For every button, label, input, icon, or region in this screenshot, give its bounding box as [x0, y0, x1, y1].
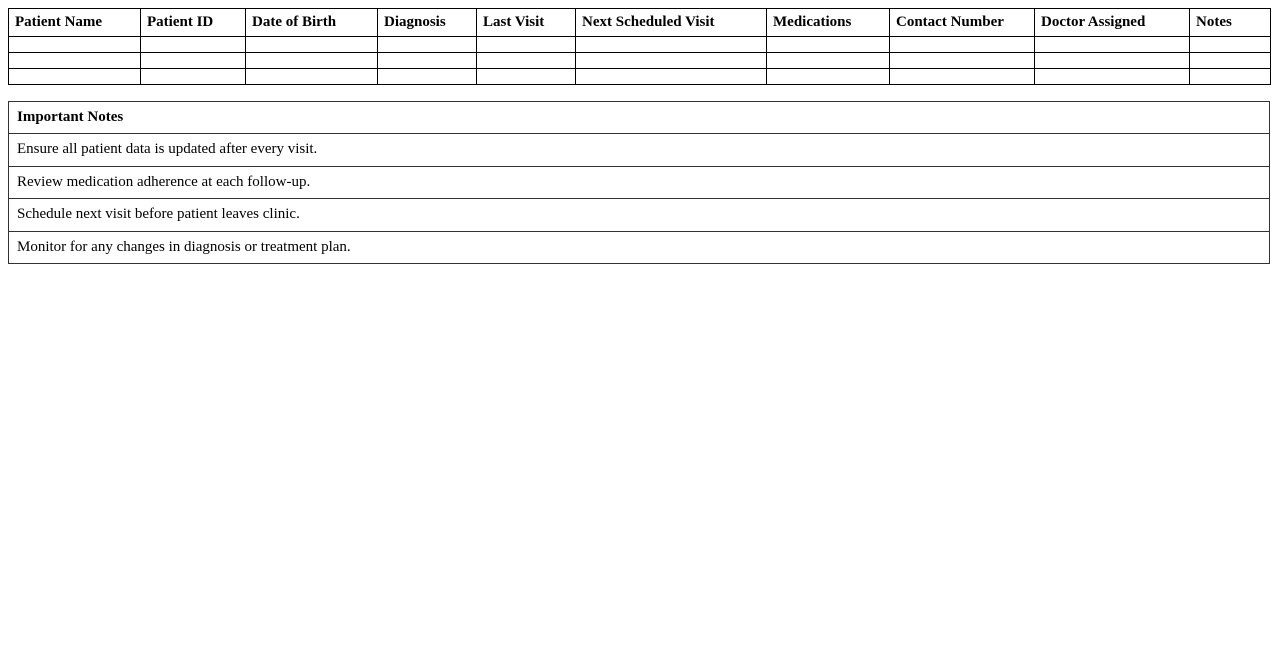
cell-last-visit[interactable] [477, 36, 576, 52]
cell-medications[interactable] [767, 36, 890, 52]
list-item [9, 199, 1270, 232]
list-item [9, 231, 1270, 264]
cell-patient-name[interactable] [9, 52, 141, 68]
cell-diagnosis[interactable] [378, 68, 477, 84]
list-item [9, 166, 1270, 199]
patient-records-table [8, 8, 1271, 85]
column-header-medications: Medications [767, 9, 890, 37]
cell-doctor-assigned[interactable] [1035, 52, 1190, 68]
cell-doctor-assigned[interactable] [1035, 68, 1190, 84]
cell-patient-name[interactable] [9, 68, 141, 84]
cell-diagnosis[interactable] [378, 36, 477, 52]
note-text: Monitor for any changes in diagnosis or treatment plan. [9, 231, 1270, 264]
column-header-date-of-birth: Date of Birth [246, 9, 378, 37]
notes-table-header: Important Notes [9, 101, 1270, 134]
cell-notes[interactable] [1190, 52, 1271, 68]
cell-date-of-birth[interactable] [246, 68, 378, 84]
column-header-diagnosis: Diagnosis [378, 9, 477, 37]
table-row[interactable] [9, 68, 1271, 84]
table-row[interactable] [9, 52, 1271, 68]
column-header-patient-id: Patient ID [141, 9, 246, 37]
cell-date-of-birth[interactable] [246, 52, 378, 68]
note-text: Ensure all patient data is updated after every visit. [9, 134, 1270, 167]
cell-last-visit[interactable] [477, 52, 576, 68]
column-header-patient-name: Patient Name [9, 9, 141, 37]
column-header-contact-number: Contact Number [890, 9, 1035, 37]
cell-patient-id[interactable] [141, 68, 246, 84]
cell-contact-number[interactable] [890, 52, 1035, 68]
cell-diagnosis[interactable] [378, 52, 477, 68]
important-notes-table [8, 101, 1270, 265]
notes-header-row [9, 101, 1270, 134]
document-page [0, 0, 1278, 264]
cell-contact-number[interactable] [890, 68, 1035, 84]
cell-next-scheduled-visit[interactable] [576, 52, 767, 68]
cell-notes[interactable] [1190, 36, 1271, 52]
cell-date-of-birth[interactable] [246, 36, 378, 52]
column-header-doctor-assigned: Doctor Assigned [1035, 9, 1190, 37]
cell-last-visit[interactable] [477, 68, 576, 84]
cell-medications[interactable] [767, 68, 890, 84]
cell-next-scheduled-visit[interactable] [576, 68, 767, 84]
list-item [9, 134, 1270, 167]
cell-medications[interactable] [767, 52, 890, 68]
table-row[interactable] [9, 36, 1271, 52]
cell-notes[interactable] [1190, 68, 1271, 84]
cell-contact-number[interactable] [890, 36, 1035, 52]
note-text: Schedule next visit before patient leaves clinic. [9, 199, 1270, 232]
column-header-notes: Notes [1190, 9, 1271, 37]
cell-patient-id[interactable] [141, 52, 246, 68]
cell-next-scheduled-visit[interactable] [576, 36, 767, 52]
column-header-next-scheduled-visit: Next Scheduled Visit [576, 9, 767, 37]
cell-patient-id[interactable] [141, 36, 246, 52]
important-notes-section [8, 101, 1270, 265]
patient-table-header-row [9, 9, 1271, 37]
column-header-last-visit: Last Visit [477, 9, 576, 37]
cell-patient-name[interactable] [9, 36, 141, 52]
cell-doctor-assigned[interactable] [1035, 36, 1190, 52]
note-text: Review medication adherence at each follow-up. [9, 166, 1270, 199]
